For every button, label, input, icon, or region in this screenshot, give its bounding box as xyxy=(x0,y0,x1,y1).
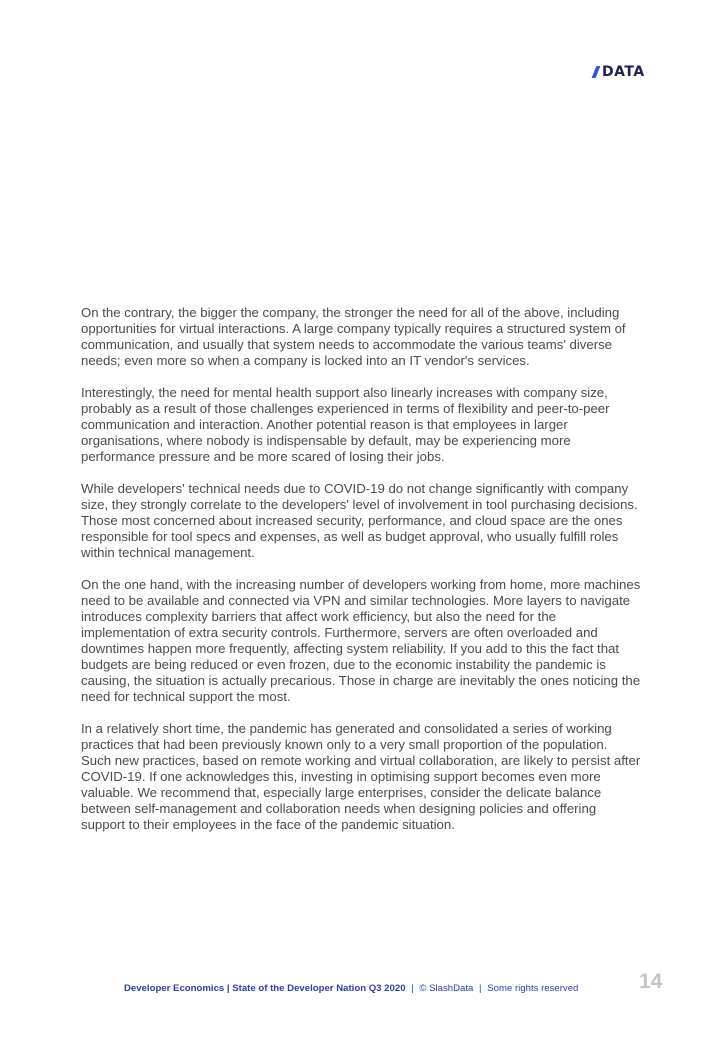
page-number: 14 xyxy=(639,970,663,993)
paragraph: On the one hand, with the increasing number of developers working from home, more machines need to be available and connected via VPN and similar technologies. More layers to navigate introduces complexity barriers that affect work efficiency, but also the need for the implementation of extra security controls. Furthermore, servers are often overloaded and downtimes happen more frequently, affecting system reliability. If you add to this the fact that budgets are being reduced or even frozen, due to the economic instability the pandemic is causing, the situation is actually precarious. Those in charge are inevitably the ones noticing the need for technical support the most. xyxy=(81,577,641,704)
logo-text: DATA xyxy=(602,64,645,80)
page-footer xyxy=(124,983,578,997)
footer-rights: Some rights reserved xyxy=(487,983,579,994)
footer-separator: | xyxy=(479,983,482,994)
body-text xyxy=(81,305,641,849)
paragraph: In a relatively short time, the pandemic has generated and consolidated a series of working practices that had been previously known only to a very small proportion of the population. Such new practices, based on remote working and virtual collaboration, are likely to persist after COVID-19. If one acknowledges this, investing in optimising support becomes even more valuable. We recommend that, especially large enterprises, consider the delicate balance between self-management and collaboration needs when designing policies and offering support to their employees in the face of the pandemic situation. xyxy=(81,721,641,832)
footer-copyright: © SlashData xyxy=(419,983,474,994)
paragraph: While developers' technical needs due to COVID-19 do not change significantly with company size, they strongly correlate to the developers' level of involvement in tool purchasing decisions. Those most concerned about increased security, performance, and cloud space are the ones responsible for tool specs and expenses, as well as budget approval, who usually fulfill roles within technical management. xyxy=(81,481,638,560)
slash-icon xyxy=(592,66,601,78)
footer-separator: | xyxy=(411,983,414,994)
paragraph: Interestingly, the need for mental health support also linearly increases with company size, probably as a result of those challenges experienced in terms of flexibility and peer-to-peer communication and interaction. Another potential reason is that employees in larger organisations, where nobody is indispensable by default, may be experiencing more performance pressure and be more scared of losing their jobs. xyxy=(81,385,610,464)
footer-report-title: Developer Economics | State of the Developer Nation Q3 2020 xyxy=(124,983,406,994)
paragraph: On the contrary, the bigger the company, the stronger the need for all of the above, including opportunities for virtual interactions. A large company typically requires a structured system of communication, and usually that system needs to accommodate the various teams' diverse needs; even more so when a company is locked into an IT vendor's services. xyxy=(81,305,626,368)
slashdata-logo xyxy=(594,64,645,80)
